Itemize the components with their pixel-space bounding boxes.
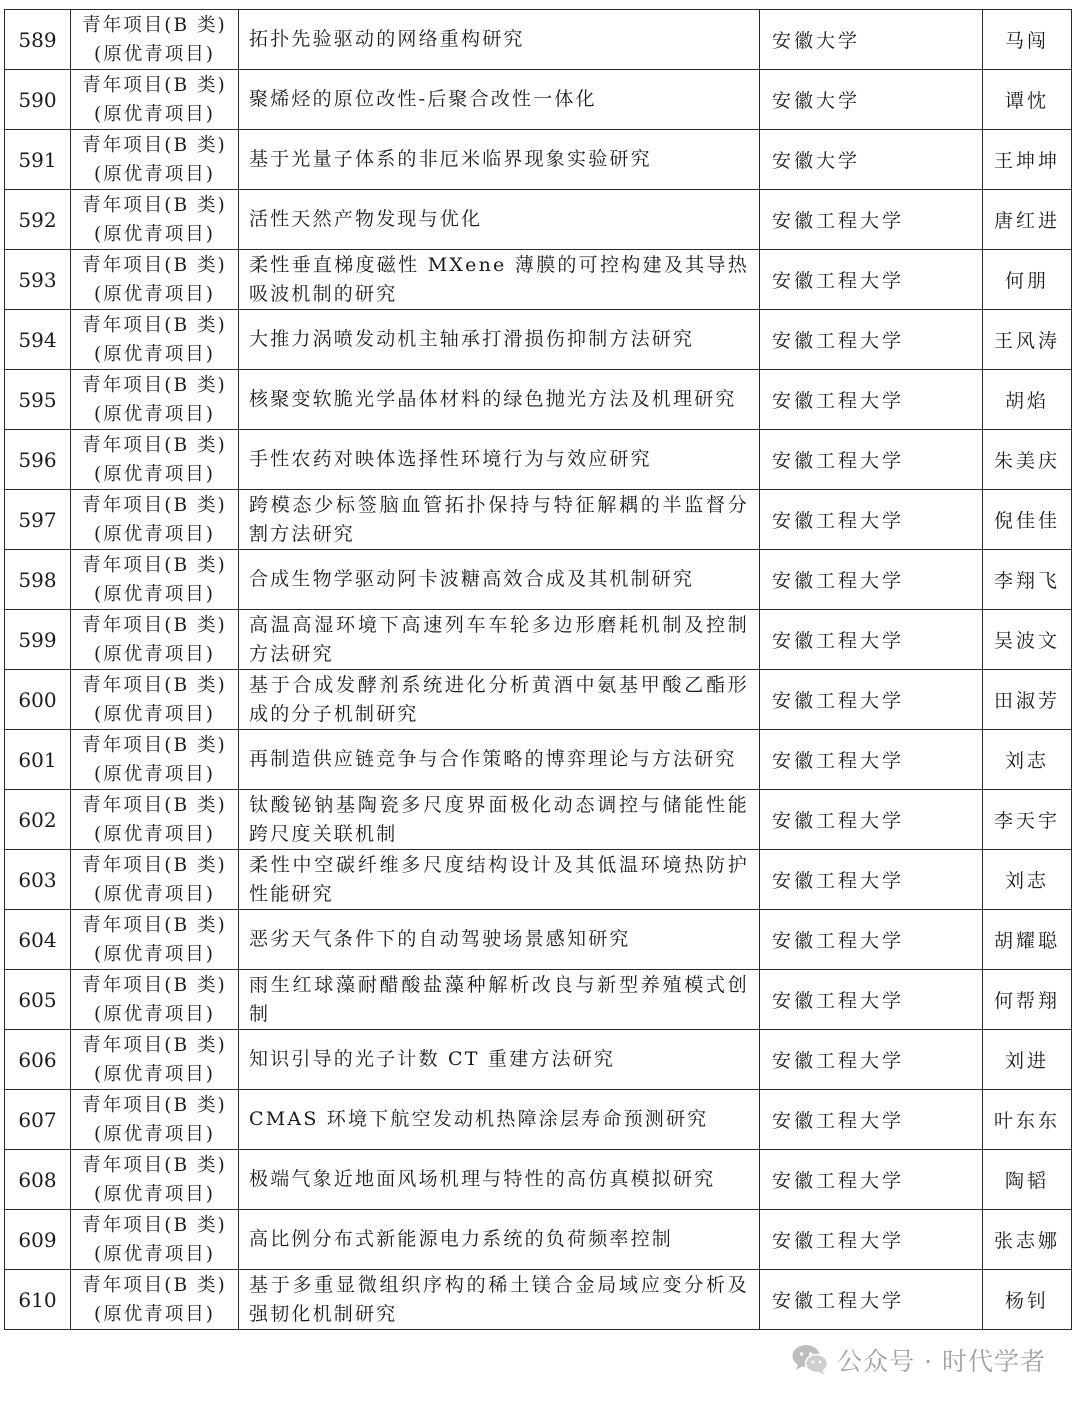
- principal-investigator: 何帮翔: [983, 970, 1072, 1030]
- row-number: 590: [5, 70, 71, 130]
- project-type-line2: (原优青项目): [94, 463, 215, 485]
- project-type-line1: 青年项目(B 类): [82, 1034, 227, 1056]
- project-title: 极端气象近地面风场机理与特性的高仿真模拟研究: [239, 1150, 760, 1210]
- principal-investigator: 李翔飞: [983, 550, 1072, 610]
- host-institution: 安徽工程大学: [760, 610, 983, 670]
- row-number: 610: [5, 1270, 71, 1330]
- row-number: 600: [5, 670, 71, 730]
- host-institution: 安徽工程大学: [760, 790, 983, 850]
- project-title: 手性农药对映体选择性环境行为与效应研究: [239, 430, 760, 490]
- project-type-cell: [71, 1090, 239, 1150]
- row-number: 594: [5, 310, 71, 370]
- host-institution: 安徽工程大学: [760, 1150, 983, 1210]
- principal-investigator: 王坤坤: [983, 130, 1072, 190]
- row-number: 591: [5, 130, 71, 190]
- project-title: 活性天然产物发现与优化: [239, 190, 760, 250]
- table-row: [5, 1150, 1072, 1210]
- host-institution: 安徽工程大学: [760, 850, 983, 910]
- table-row: [5, 310, 1072, 370]
- project-type-line1: 青年项目(B 类): [82, 374, 227, 396]
- project-type-cell: [71, 1150, 239, 1210]
- project-type-line2: (原优青项目): [94, 1003, 215, 1025]
- project-type-line1: 青年项目(B 类): [82, 314, 227, 336]
- project-type-line1: 青年项目(B 类): [82, 794, 227, 816]
- host-institution: 安徽工程大学: [760, 430, 983, 490]
- table-row: [5, 490, 1072, 550]
- project-type-line1: 青年项目(B 类): [82, 134, 227, 156]
- watermark: [791, 1340, 1046, 1380]
- principal-investigator: 刘志: [983, 730, 1072, 790]
- project-title: 基于多重显微组织序构的稀土镁合金局域应变分析及强韧化机制研究: [239, 1270, 760, 1330]
- project-type-cell: [71, 1270, 239, 1330]
- project-type-line1: 青年项目(B 类): [82, 674, 227, 696]
- project-type-line2: (原优青项目): [94, 1063, 215, 1085]
- project-type-line1: 青年项目(B 类): [82, 434, 227, 456]
- project-type-line2: (原优青项目): [94, 343, 215, 365]
- principal-investigator: 叶东东: [983, 1090, 1072, 1150]
- host-institution: 安徽工程大学: [760, 310, 983, 370]
- project-type-line1: 青年项目(B 类): [82, 1274, 227, 1296]
- project-title: 柔性垂直梯度磁性 MXene 薄膜的可控构建及其导热吸波机制的研究: [239, 250, 760, 310]
- project-title: 基于光量子体系的非厄米临界现象实验研究: [239, 130, 760, 190]
- host-institution: 安徽大学: [760, 130, 983, 190]
- project-type-line1: 青年项目(B 类): [82, 554, 227, 576]
- project-type-line2: (原优青项目): [94, 403, 215, 425]
- principal-investigator: 刘志: [983, 850, 1072, 910]
- project-type-line2: (原优青项目): [94, 883, 215, 905]
- project-title: 基于合成发酵剂系统进化分析黄酒中氨基甲酸乙酯形成的分子机制研究: [239, 670, 760, 730]
- row-number: 609: [5, 1210, 71, 1270]
- row-number: 593: [5, 250, 71, 310]
- project-type-cell: [71, 490, 239, 550]
- host-institution: 安徽工程大学: [760, 370, 983, 430]
- principal-investigator: 何朋: [983, 250, 1072, 310]
- host-institution: 安徽工程大学: [760, 910, 983, 970]
- table-row: [5, 10, 1072, 70]
- table-row: [5, 1030, 1072, 1090]
- row-number: 602: [5, 790, 71, 850]
- row-number: 596: [5, 430, 71, 490]
- project-type-line1: 青年项目(B 类): [82, 1154, 227, 1176]
- table-body: [5, 10, 1072, 1330]
- principal-investigator: 唐红进: [983, 190, 1072, 250]
- principal-investigator: 吴波文: [983, 610, 1072, 670]
- project-type-line1: 青年项目(B 类): [82, 974, 227, 996]
- project-type-line2: (原优青项目): [94, 223, 215, 245]
- project-title: 合成生物学驱动阿卡波糖高效合成及其机制研究: [239, 550, 760, 610]
- project-type-cell: [71, 730, 239, 790]
- host-institution: 安徽工程大学: [760, 1210, 983, 1270]
- project-type-line2: (原优青项目): [94, 1303, 215, 1325]
- project-type-line2: (原优青项目): [94, 523, 215, 545]
- project-type-line2: (原优青项目): [94, 643, 215, 665]
- project-type-line1: 青年项目(B 类): [82, 914, 227, 936]
- host-institution: 安徽大学: [760, 10, 983, 70]
- project-type-line2: (原优青项目): [94, 763, 215, 785]
- row-number: 599: [5, 610, 71, 670]
- project-type-cell: [71, 610, 239, 670]
- watermark-text: 公众号 · 时代学者: [837, 1347, 1046, 1376]
- row-number: 603: [5, 850, 71, 910]
- principal-investigator: 刘进: [983, 1030, 1072, 1090]
- project-title: 高比例分布式新能源电力系统的负荷频率控制: [239, 1210, 760, 1270]
- project-type-line2: (原优青项目): [94, 1183, 215, 1205]
- table-row: [5, 910, 1072, 970]
- table-row: [5, 1210, 1072, 1270]
- principal-investigator: 胡焰: [983, 370, 1072, 430]
- project-type-line2: (原优青项目): [94, 703, 215, 725]
- host-institution: 安徽工程大学: [760, 1030, 983, 1090]
- table-row: [5, 610, 1072, 670]
- table-row: [5, 190, 1072, 250]
- project-type-cell: [71, 550, 239, 610]
- project-title: 柔性中空碳纤维多尺度结构设计及其低温环境热防护性能研究: [239, 850, 760, 910]
- project-type-cell: [71, 670, 239, 730]
- principal-investigator: 田淑芳: [983, 670, 1072, 730]
- table-row: [5, 370, 1072, 430]
- project-type-cell: [71, 430, 239, 490]
- project-title: 大推力涡喷发动机主轴承打滑损伤抑制方法研究: [239, 310, 760, 370]
- project-type-cell: [71, 1030, 239, 1090]
- host-institution: 安徽工程大学: [760, 1090, 983, 1150]
- row-number: 592: [5, 190, 71, 250]
- table-row: [5, 970, 1072, 1030]
- project-type-cell: [71, 310, 239, 370]
- project-type-cell: [71, 250, 239, 310]
- principal-investigator: 张志娜: [983, 1210, 1072, 1270]
- table-row: [5, 670, 1072, 730]
- project-title: 恶劣天气条件下的自动驾驶场景感知研究: [239, 910, 760, 970]
- host-institution: 安徽工程大学: [760, 190, 983, 250]
- row-number: 607: [5, 1090, 71, 1150]
- project-type-cell: [71, 970, 239, 1030]
- wechat-icon: [791, 1343, 829, 1377]
- project-type-line2: (原优青项目): [94, 163, 215, 185]
- project-title: CMAS 环境下航空发动机热障涂层寿命预测研究: [239, 1090, 760, 1150]
- table-row: [5, 1270, 1072, 1330]
- project-type-line1: 青年项目(B 类): [82, 14, 227, 36]
- row-number: 595: [5, 370, 71, 430]
- project-type-cell: [71, 850, 239, 910]
- project-type-cell: [71, 910, 239, 970]
- host-institution: 安徽工程大学: [760, 550, 983, 610]
- project-type-cell: [71, 10, 239, 70]
- principal-investigator: 朱美庆: [983, 430, 1072, 490]
- project-type-line2: (原优青项目): [94, 103, 215, 125]
- principal-investigator: 杨钊: [983, 1270, 1072, 1330]
- row-number: 604: [5, 910, 71, 970]
- project-type-line1: 青年项目(B 类): [82, 614, 227, 636]
- project-type-line2: (原优青项目): [94, 583, 215, 605]
- project-type-cell: [71, 190, 239, 250]
- host-institution: 安徽工程大学: [760, 670, 983, 730]
- host-institution: 安徽工程大学: [760, 250, 983, 310]
- project-type-cell: [71, 70, 239, 130]
- row-number: 589: [5, 10, 71, 70]
- project-title: 跨模态少标签脑血管拓扑保持与特征解耦的半监督分割方法研究: [239, 490, 760, 550]
- row-number: 597: [5, 490, 71, 550]
- project-title: 钛酸铋钠基陶瓷多尺度界面极化动态调控与储能性能跨尺度关联机制: [239, 790, 760, 850]
- project-type-line1: 青年项目(B 类): [82, 1094, 227, 1116]
- project-type-line1: 青年项目(B 类): [82, 854, 227, 876]
- row-number: 605: [5, 970, 71, 1030]
- host-institution: 安徽工程大学: [760, 1270, 983, 1330]
- principal-investigator: 陶韬: [983, 1150, 1072, 1210]
- project-title: 拓扑先验驱动的网络重构研究: [239, 10, 760, 70]
- host-institution: 安徽工程大学: [760, 730, 983, 790]
- table-row: [5, 730, 1072, 790]
- project-title: 聚烯烃的原位改性-后聚合改性一体化: [239, 70, 760, 130]
- project-type-line2: (原优青项目): [94, 1243, 215, 1265]
- host-institution: 安徽工程大学: [760, 490, 983, 550]
- table-row: [5, 430, 1072, 490]
- principal-investigator: 胡耀聪: [983, 910, 1072, 970]
- project-type-cell: [71, 370, 239, 430]
- principal-investigator: 马闯: [983, 10, 1072, 70]
- table-row: [5, 70, 1072, 130]
- project-title: 高温高湿环境下高速列车车轮多边形磨耗机制及控制方法研究: [239, 610, 760, 670]
- project-type-cell: [71, 790, 239, 850]
- project-title: 核聚变软脆光学晶体材料的绿色抛光方法及机理研究: [239, 370, 760, 430]
- table-row: [5, 550, 1072, 610]
- row-number: 601: [5, 730, 71, 790]
- row-number: 606: [5, 1030, 71, 1090]
- host-institution: 安徽大学: [760, 70, 983, 130]
- table-row: [5, 850, 1072, 910]
- table-row: [5, 1090, 1072, 1150]
- principal-investigator: 谭忱: [983, 70, 1072, 130]
- principal-investigator: 王风涛: [983, 310, 1072, 370]
- table-row: [5, 130, 1072, 190]
- table-row: [5, 790, 1072, 850]
- table-row: [5, 250, 1072, 310]
- project-list-table: [4, 9, 1072, 1330]
- project-type-cell: [71, 130, 239, 190]
- host-institution: 安徽工程大学: [760, 970, 983, 1030]
- project-type-line1: 青年项目(B 类): [82, 254, 227, 276]
- principal-investigator: 李天宇: [983, 790, 1072, 850]
- project-type-line1: 青年项目(B 类): [82, 734, 227, 756]
- project-type-line2: (原优青项目): [94, 1123, 215, 1145]
- project-type-line2: (原优青项目): [94, 943, 215, 965]
- project-type-line2: (原优青项目): [94, 283, 215, 305]
- project-type-cell: [71, 1210, 239, 1270]
- principal-investigator: 倪佳佳: [983, 490, 1072, 550]
- project-type-line2: (原优青项目): [94, 823, 215, 845]
- project-type-line1: 青年项目(B 类): [82, 194, 227, 216]
- project-title: 雨生红球藻耐醋酸盐藻种解析改良与新型养殖模式创制: [239, 970, 760, 1030]
- row-number: 598: [5, 550, 71, 610]
- project-type-line1: 青年项目(B 类): [82, 494, 227, 516]
- project-type-line1: 青年项目(B 类): [82, 1214, 227, 1236]
- project-type-line2: (原优青项目): [94, 43, 215, 65]
- project-title: 知识引导的光子计数 CT 重建方法研究: [239, 1030, 760, 1090]
- project-type-line1: 青年项目(B 类): [82, 74, 227, 96]
- row-number: 608: [5, 1150, 71, 1210]
- project-title: 再制造供应链竞争与合作策略的博弈理论与方法研究: [239, 730, 760, 790]
